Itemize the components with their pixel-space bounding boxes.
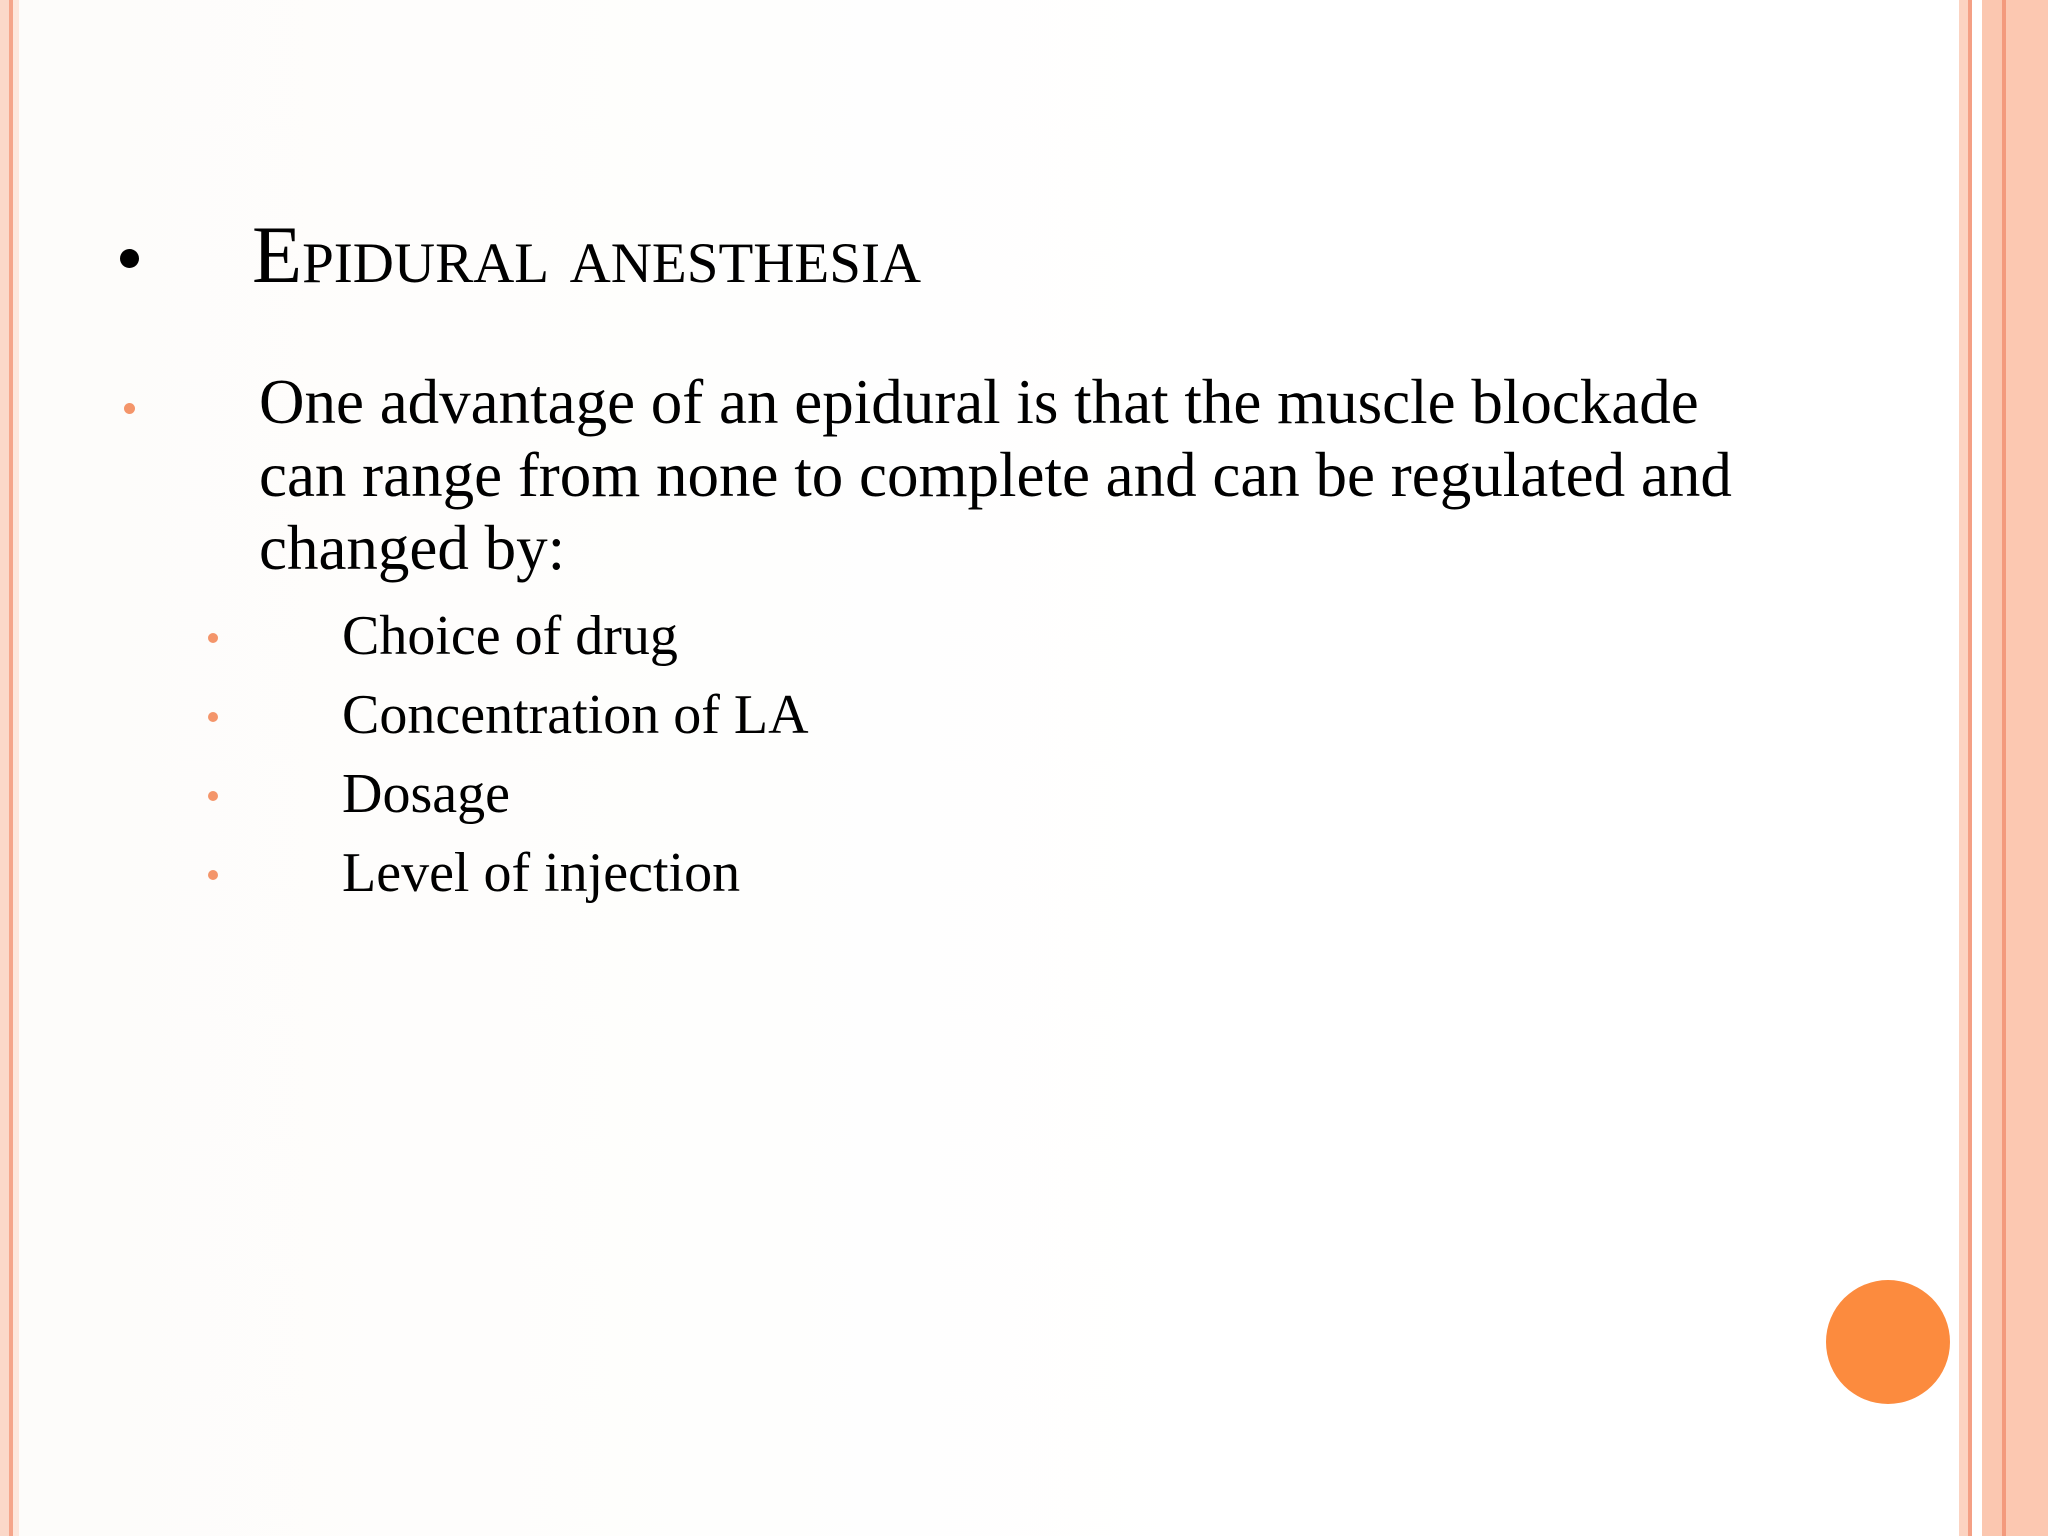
right-border-stripe <box>1959 0 1968 1536</box>
list-item-label: Choice of drug <box>342 605 678 667</box>
bullet-icon <box>208 633 218 643</box>
list-item-label: Concentration of LA <box>342 684 809 746</box>
bullet-icon <box>124 403 135 414</box>
slide-title: Epidural anesthesia <box>252 209 922 300</box>
decorative-circle-icon <box>1826 1280 1950 1404</box>
right-border-stripe <box>1982 0 2002 1536</box>
body-text: One advantage of an epidural is that the muscle blockade can range from none to complete and can be regulated and changed by: <box>259 367 1732 583</box>
bullet-icon <box>208 712 218 722</box>
right-border-stripe <box>2006 0 2048 1536</box>
left-border-stripe <box>13 0 19 1536</box>
bullet-icon <box>208 791 218 801</box>
list-item-label: Level of injection <box>342 842 741 904</box>
bullet-icon <box>208 870 218 880</box>
list-item-label: Dosage <box>342 763 510 825</box>
right-border-stripe <box>1972 0 1982 1536</box>
left-border-stripe <box>0 0 9 1536</box>
title-bullet-icon <box>120 205 140 305</box>
